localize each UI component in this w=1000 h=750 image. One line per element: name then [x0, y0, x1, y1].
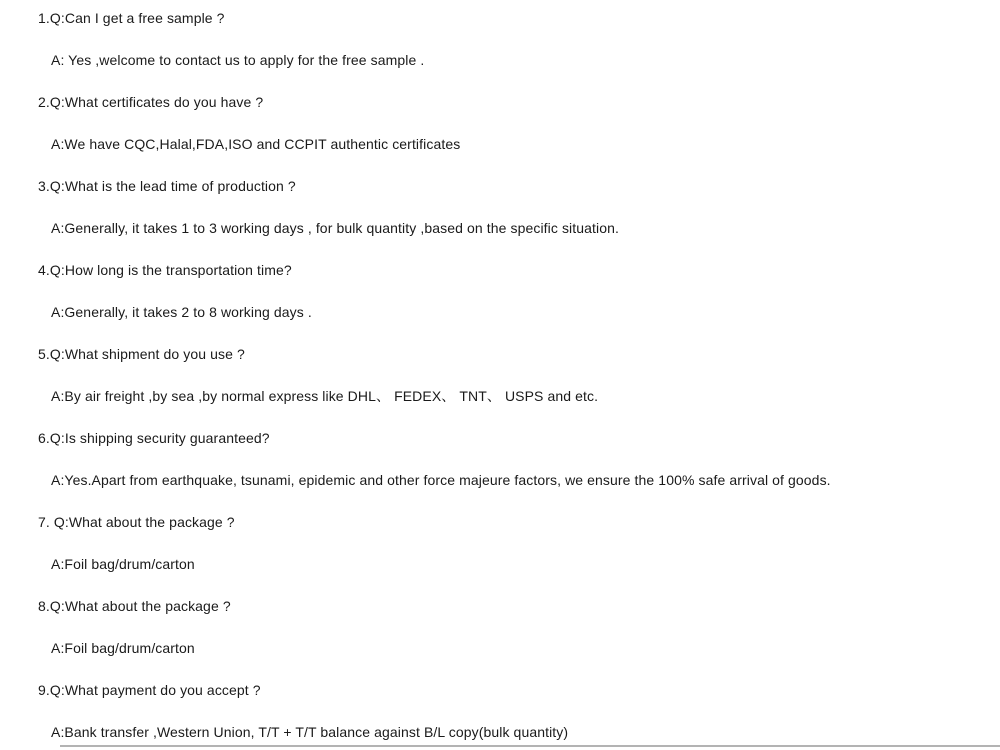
faq-question: 3.Q:What is the lead time of production ?: [38, 178, 296, 194]
faq-answer: A:Yes.Apart from earthquake, tsunami, epidemic and other force majeure factors, we ensure the 100% safe arrival of goods.: [51, 472, 831, 488]
faq-answer: A:Foil bag/drum/carton: [51, 640, 195, 656]
faq-item: [0, 333, 1000, 417]
faq-answer: A:Bank transfer ,Western Union, T/T + T/T balance against B/L copy(bulk quantity): [51, 724, 569, 740]
faq-question: 5.Q:What shipment do you use ?: [38, 346, 245, 362]
faq-item: [0, 417, 1000, 501]
faq-question: 8.Q:What about the package ?: [38, 598, 231, 614]
faq-answer: A:By air freight ,by sea ,by normal express like DHL、 FEDEX、 TNT、 USPS and etc.: [51, 388, 599, 404]
faq-answer: A:Generally, it takes 1 to 3 working days , for bulk quantity ,based on the specific situation.: [51, 220, 619, 236]
faq-item: [0, 501, 1000, 585]
faq-item: [0, 0, 1000, 81]
faq-question: 4.Q:How long is the transportation time?: [38, 262, 292, 278]
faq-answer: A:Generally, it takes 2 to 8 working days .: [51, 304, 312, 320]
faq-question: 6.Q:Is shipping security guaranteed?: [38, 430, 270, 446]
faq-question: 9.Q:What payment do you accept ?: [38, 682, 261, 698]
faq-answer: A: Yes ,welcome to contact us to apply for the free sample .: [51, 52, 425, 68]
faq-answer: A:We have CQC,Halal,FDA,ISO and CCPIT authentic certificates: [51, 136, 461, 152]
faq-item: [0, 165, 1000, 249]
faq-item: [0, 585, 1000, 669]
faq-item: [0, 669, 1000, 750]
bottom-divider: [60, 745, 1000, 747]
faq-question: 2.Q:What certificates do you have ?: [38, 94, 264, 110]
faq-item: [0, 249, 1000, 333]
faq-question: 7. Q:What about the package ?: [38, 514, 235, 530]
faq-item: [0, 81, 1000, 165]
faq-question: 1.Q:Can I get a free sample ?: [38, 10, 225, 26]
faq-answer: A:Foil bag/drum/carton: [51, 556, 195, 572]
